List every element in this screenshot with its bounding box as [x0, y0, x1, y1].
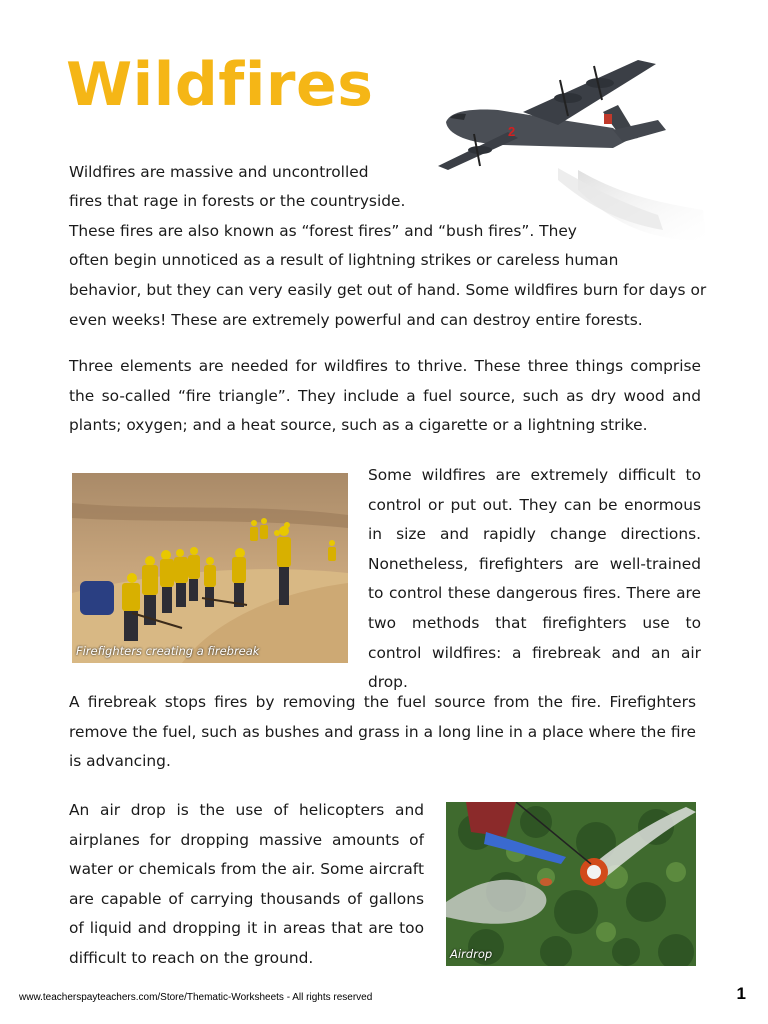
paragraph-firebreak: A firebreak stops fires by removing the fuel source from the fire. Firefighters remove the fuel, such as bushes and grass in a long line in a place where the fire is advancing. [69, 693, 696, 771]
footer-copyright: www.teacherspayteachers.com/Store/Thematic-Worksheets - All rights reserved [19, 992, 373, 1003]
intro-line-4: often begin unnoticed as a result of lightning strikes or careless human [69, 251, 619, 269]
airdrop-photo [446, 802, 696, 966]
page-title: Wildfires [66, 50, 374, 120]
intro-line-3: These fires are also known as “forest fires” and “bush fires”. They [69, 222, 577, 240]
paragraph-control: Some wildfires are extremely difficult to control or put out. They can be enormous in size and rapidly change directions. Nonetheless, firefighters are well-trained to control these dangerous fires. There are two methods that firefighters use to control wildfires: a firebreak and an air drop. [368, 466, 701, 692]
firefighters-caption: Firefighters creating a firebreak [76, 644, 260, 658]
airdrop-caption: Airdrop [450, 947, 493, 961]
plane-marking: 2 [508, 124, 516, 139]
paragraph-fire-triangle: Three elements are needed for wildfires to thrive. These three things comprise the so-called “fire triangle”. They include a fuel source, such as dry wood and plants; oxygen; and a heat source, such as a cigarette or a lightning strike. [69, 357, 701, 435]
firefighters-image [72, 473, 348, 663]
firefighters-photo [72, 473, 348, 663]
airdrop-image [446, 802, 696, 966]
paragraph-air-drop: An air drop is the use of helicopters and airplanes for dropping massive amounts of water or chemicals from the air. Some aircraft are capable of carrying thousands of gallons of liquid and dropping it in areas that are too difficult to reach on the ground. [69, 801, 424, 967]
intro-line-2: fires that rage in forests or the countryside. [69, 192, 406, 210]
intro-line-5: behavior, but they can very easily get out of hand. Some wildfires burn for days or [69, 281, 707, 299]
intro-line-1: Wildfires are massive and uncontrolled [69, 163, 369, 181]
intro-line-6: even weeks! These are extremely powerful and can destroy entire forests. [69, 311, 643, 329]
page-number: 1 [736, 984, 746, 1003]
